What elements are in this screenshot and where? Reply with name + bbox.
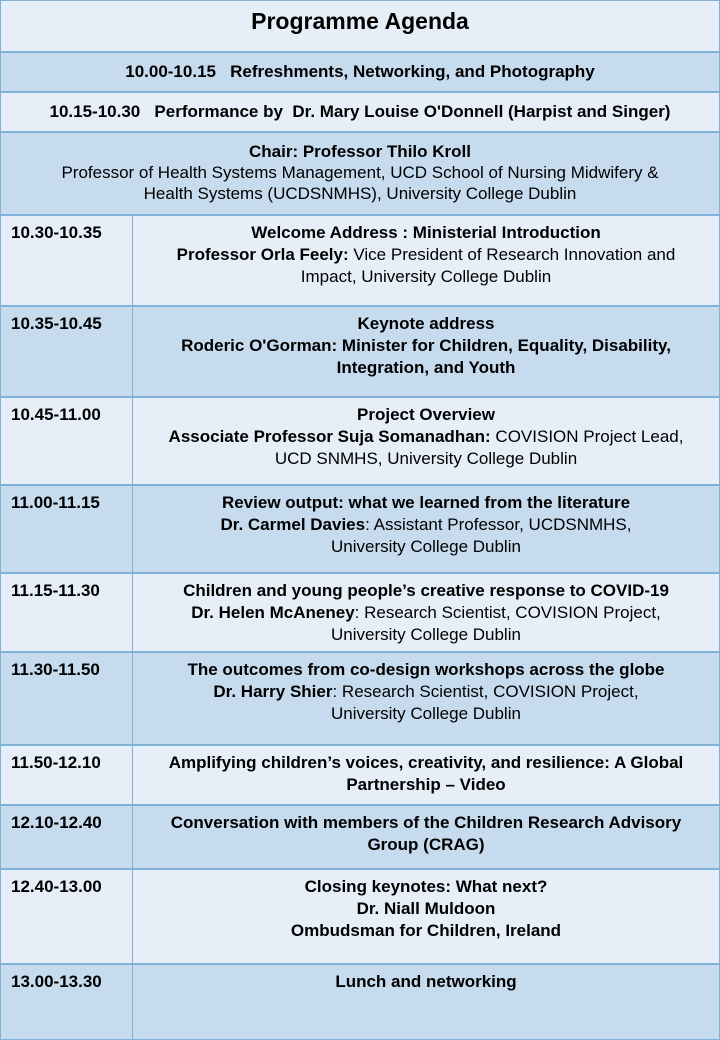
- chair-description-line2: Health Systems (UCDSNMHS), University College Dublin: [143, 184, 577, 203]
- session-title: Keynote address: [357, 314, 495, 333]
- agenda-row-performance: [0, 92, 720, 132]
- session-speaker: Associate Professor Suja Somanadhan:: [168, 427, 491, 446]
- session-row: [0, 397, 720, 485]
- session-title: Amplifying children’s voices, creativity, and resilience: A Global: [168, 753, 684, 772]
- session-content: [133, 216, 719, 305]
- session-role-line2: University College Dublin: [331, 704, 521, 723]
- session-row: [0, 485, 720, 573]
- session-row: [0, 869, 720, 964]
- session-role-line2: University College Dublin: [331, 625, 521, 644]
- agenda-title-row: [0, 0, 720, 52]
- session-title: Conversation with members of the Children Research Advisory: [170, 813, 682, 832]
- session-role: COVISION Project Lead,: [490, 427, 684, 446]
- session-content: [133, 965, 719, 1039]
- session-title: Lunch and networking: [335, 972, 517, 991]
- session-time: 10.45-11.00: [1, 398, 133, 484]
- session-time: 13.00-13.30: [1, 965, 133, 1039]
- session-time: 10.35-10.45: [1, 307, 133, 396]
- session-content: [133, 870, 719, 963]
- session-role: Vice President of Research Innovation and: [348, 245, 676, 264]
- session-content: [133, 653, 719, 744]
- session-title: The outcomes from co-design workshops across the globe: [187, 660, 665, 679]
- session-row: [0, 805, 720, 869]
- session-role-line2: Ombudsman for Children, Ireland: [290, 921, 562, 940]
- session-speaker: Dr. Helen McAneney: [191, 603, 355, 622]
- session-time: 11.30-11.50: [1, 653, 133, 744]
- chair-row: [0, 132, 720, 215]
- session-speaker: Dr. Harry Shier: [213, 682, 333, 701]
- session-title: Review output: what we learned from the literature: [221, 493, 631, 512]
- session-content: [133, 806, 719, 868]
- agenda-row-text: 10.00-10.15 Refreshments, Networking, and Photography: [125, 62, 595, 81]
- chair-heading: Chair: Professor Thilo Kroll: [249, 142, 471, 161]
- session-row: [0, 652, 720, 745]
- session-title-line2: Group (CRAG): [367, 835, 485, 854]
- session-time: 11.00-11.15: [1, 486, 133, 572]
- session-content: [133, 746, 719, 804]
- session-content: [133, 398, 719, 484]
- session-speaker: Professor Orla Feely:: [176, 245, 349, 264]
- session-role-line2: University College Dublin: [331, 537, 521, 556]
- session-title: Welcome Address : Ministerial Introduction: [251, 223, 601, 242]
- session-row: [0, 745, 720, 805]
- session-content: [133, 307, 719, 396]
- session-title: Children and young people’s creative response to COVID-19: [183, 581, 669, 600]
- session-role-line2: Impact, University College Dublin: [300, 267, 552, 286]
- session-time: 10.30-10.35: [1, 216, 133, 305]
- session-row: [0, 964, 720, 1040]
- session-role-line2: UCD SNMHS, University College Dublin: [274, 449, 578, 468]
- session-time: 11.50-12.10: [1, 746, 133, 804]
- session-title: Project Overview: [357, 405, 495, 424]
- session-row: [0, 215, 720, 306]
- agenda-row-refreshments: [0, 52, 720, 92]
- session-speaker: Dr. Niall Muldoon: [356, 899, 496, 918]
- session-title-line2: Partnership – Video: [346, 775, 506, 794]
- session-speaker: Roderic O'Gorman: Minister for Children, Equality, Disability,: [181, 336, 671, 355]
- session-content: [133, 574, 719, 651]
- session-time: 12.40-13.00: [1, 870, 133, 963]
- session-speaker: Dr. Carmel Davies: [220, 515, 366, 534]
- chair-description-line1: Professor of Health Systems Management, UCD School of Nursing Midwifery &: [61, 163, 659, 182]
- session-role: : Research Scientist, COVISION Project,: [354, 603, 661, 622]
- session-row: [0, 306, 720, 397]
- session-role: : Research Scientist, COVISION Project,: [332, 682, 639, 701]
- session-time: 12.10-12.40: [1, 806, 133, 868]
- page-title: Programme Agenda: [251, 8, 469, 34]
- session-role: : Assistant Professor, UCDSNMHS,: [365, 515, 632, 534]
- session-time: 11.15-11.30: [1, 574, 133, 651]
- session-role-line2: Integration, and Youth: [336, 358, 516, 377]
- agenda-row-text: 10.15-10.30 Performance by Dr. Mary Louise O'Donnell (Harpist and Singer): [49, 102, 671, 121]
- session-content: [133, 486, 719, 572]
- session-title: Closing keynotes: What next?: [304, 877, 548, 896]
- session-row: [0, 573, 720, 652]
